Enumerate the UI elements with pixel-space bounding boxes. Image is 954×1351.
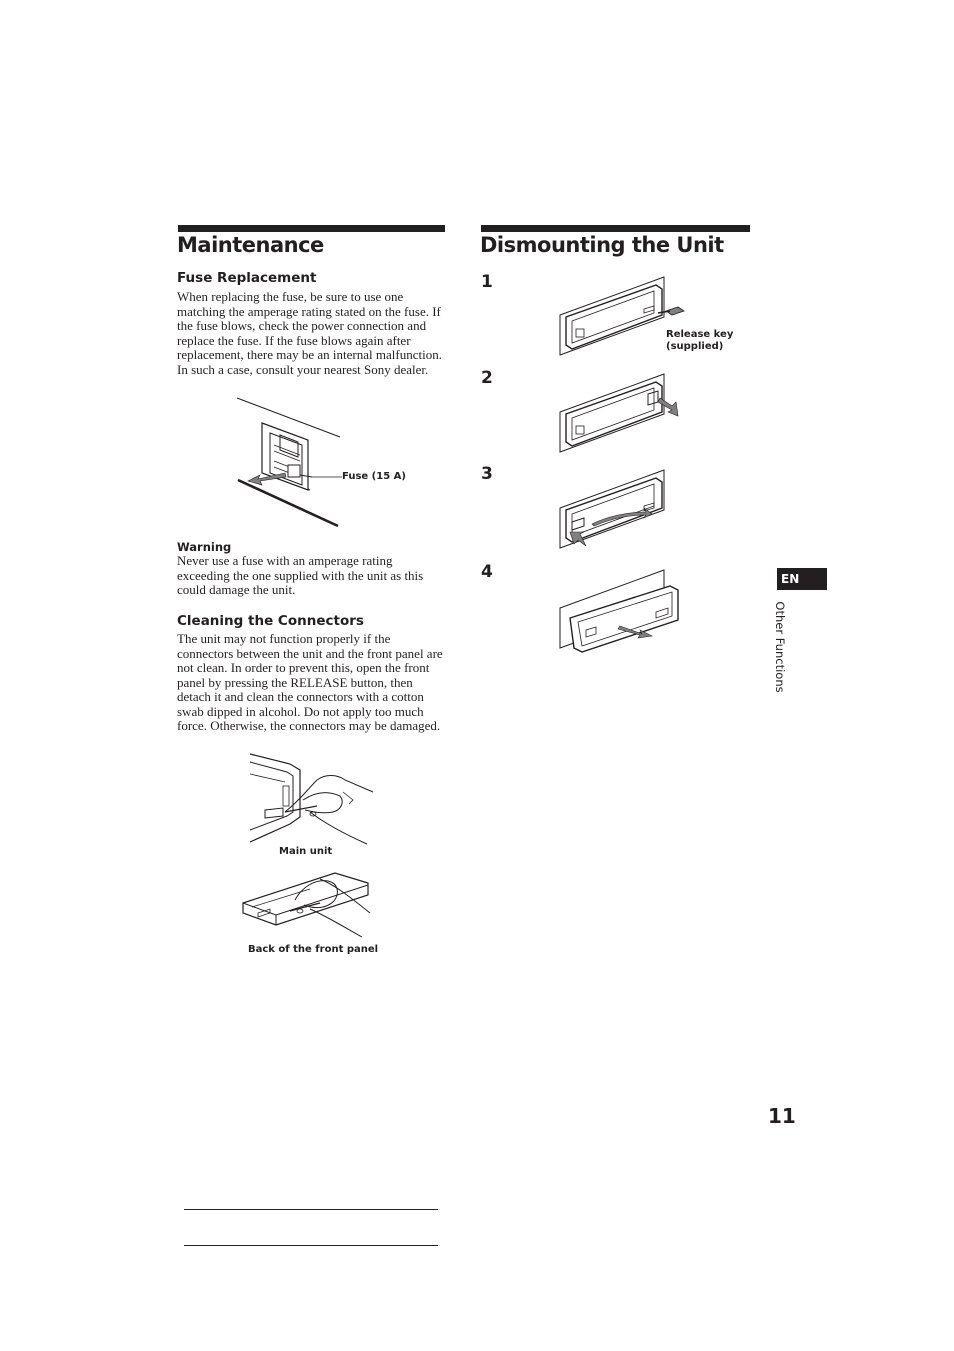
connectors-heading: Cleaning the Connectors [177, 613, 364, 629]
step-2-illustration [558, 372, 688, 454]
dismounting-rule [481, 225, 750, 232]
maintenance-rule [178, 225, 445, 232]
main-unit-label: Main unit [279, 846, 333, 857]
connectors-text: The unit may not function properly if the connectors between the unit and the front panel are not clean. In order to prevent this, open the front panel by pressing the RELEASE button, then detach it and clean the connectors with a cotton swab dipped in alcohol. Do not apply too much force. Otherwise, the connectors may be damaged. [177, 631, 443, 733]
dismounting-title: Dismounting the Unit [480, 233, 724, 257]
warning-heading: Warning [177, 540, 232, 554]
page-number: 11 [768, 1104, 796, 1128]
fuse-heading: Fuse Replacement [177, 270, 317, 286]
footer-rule-2 [184, 1245, 438, 1246]
main-unit-illustration [245, 752, 380, 847]
warning-text: Never use a fuse with an amperage rating exceeding the one supplied with the unit as this could damage the unit. [177, 553, 424, 597]
section-side-label: Other Functions [773, 601, 787, 693]
step-4-illustration [558, 568, 688, 656]
release-key-label-line2: (supplied) [666, 341, 724, 352]
fuse-label: Fuse (15 A) [342, 471, 406, 482]
step-number-2: 2 [481, 368, 493, 388]
front-panel-illustration [240, 865, 380, 945]
footer-rule-1 [184, 1209, 438, 1210]
maintenance-title: Maintenance [177, 233, 324, 257]
step-3-illustration [558, 468, 688, 550]
release-key-label [666, 329, 733, 353]
step-number-3: 3 [481, 464, 493, 484]
front-panel-label: Back of the front panel [248, 944, 379, 955]
language-tab: EN [777, 568, 827, 590]
release-key-label-line1: Release key [666, 329, 734, 340]
step-number-1: 1 [481, 272, 493, 292]
fuse-text: When replacing the fuse, be sure to use one matching the amperage rating stated on the fuse. If the fuse blows, check the power connection and replace the fuse. If the fuse blows again after replacement, there may be an internal malfunction. In such a case, consult your nearest Sony dealer. [177, 289, 442, 377]
fuse-illustration [230, 395, 360, 535]
step-number-4: 4 [481, 562, 493, 582]
